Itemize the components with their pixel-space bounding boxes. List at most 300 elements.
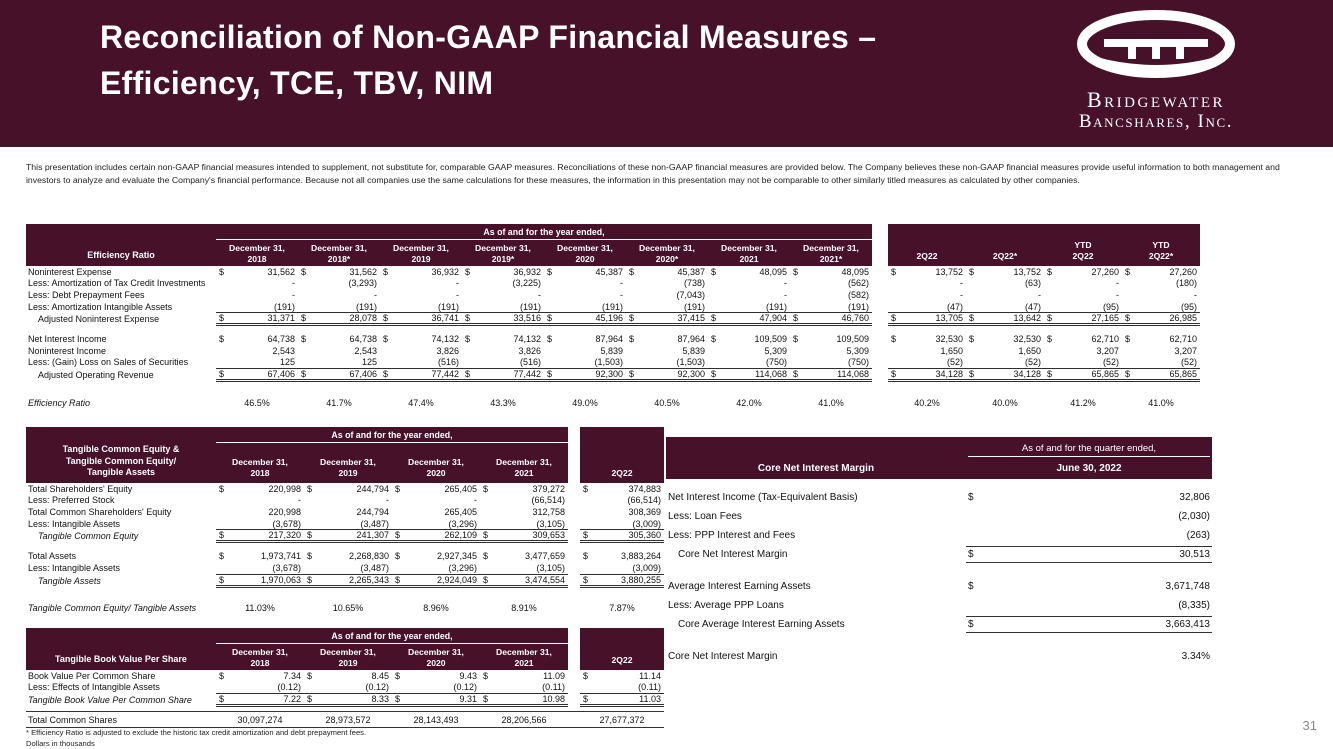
cell-value: (516): [519, 357, 541, 368]
cell-value: (3,105): [536, 518, 565, 529]
cell-value: 11.03%: [245, 603, 275, 614]
cell-value: 2,924,049: [436, 574, 477, 585]
table-cell: [1122, 397, 1200, 409]
row-label: Less: Preferred Stock: [28, 495, 115, 506]
cell-value: 10.98: [542, 694, 565, 705]
table-cell: [216, 345, 298, 357]
table-cell: [216, 312, 298, 326]
dollar-sign: $: [969, 369, 975, 380]
header-band: [0, 0, 1333, 147]
dollar-sign: $: [483, 483, 489, 494]
table-cell: [392, 495, 480, 507]
header-line: Tangible Common Equity &: [62, 443, 180, 454]
table-cell: [304, 495, 392, 507]
dollar-sign: $: [1047, 334, 1053, 345]
spacer-row: [26, 382, 1200, 397]
row-label: Total Assets: [28, 551, 77, 562]
dollar-sign: $: [483, 694, 489, 705]
column-header: [304, 644, 392, 673]
cell-value: 34,128: [1013, 369, 1041, 380]
cell-value: (3,296): [448, 518, 477, 529]
row-label: Less: Effects of Intangible Assets: [28, 682, 160, 693]
row-label: Net Interest Income: [28, 334, 107, 345]
header-line: 2019*: [491, 254, 515, 265]
cell-value: 48,095: [841, 266, 869, 277]
footnotes: [26, 727, 366, 749]
row-label: Adjusted Noninterest Expense: [38, 314, 160, 325]
dollar-sign: $: [969, 266, 975, 277]
cell-value: 64,738: [349, 334, 377, 345]
cell-value: (0.12): [453, 682, 477, 693]
cell-value: (52): [946, 357, 963, 368]
cell-value: 33,516: [513, 313, 541, 324]
cell-value: 125: [279, 357, 295, 368]
table-row: [26, 397, 1200, 409]
column-header: [392, 644, 480, 673]
cell-value: 65,865: [1091, 369, 1119, 380]
table-cell: [216, 682, 304, 694]
table-row: [26, 345, 1200, 357]
dollar-sign: $: [395, 670, 401, 681]
dollar-sign: $: [968, 581, 974, 592]
dollar-sign: $: [307, 574, 313, 585]
cell-value: (3,293): [348, 278, 377, 289]
cell-value: (191): [601, 301, 623, 312]
cell-value: -: [538, 289, 541, 300]
header-line: Tangible Common Equity/: [65, 455, 177, 466]
cell-value: 31,562: [267, 266, 295, 277]
cell-value: (750): [847, 357, 869, 368]
table-row: [26, 312, 1200, 326]
cell-value: -: [1038, 289, 1041, 300]
column-gap: [568, 670, 580, 682]
column-header: [298, 240, 380, 269]
spacer-row: [26, 326, 1200, 333]
cell-value: (3,678): [272, 562, 301, 573]
cell-value: -: [1116, 278, 1119, 289]
cell-value: (1,503): [594, 357, 623, 368]
row-label: Book Value Per Common Share: [28, 670, 156, 681]
table-cell: [216, 301, 298, 313]
cell-value: 62,710: [1169, 334, 1197, 345]
cell-value: (66,514): [531, 495, 565, 506]
table-row: [26, 574, 664, 588]
quarter-columns-header: [888, 224, 1200, 266]
corner-label: [26, 224, 216, 266]
cell-value: 47,904: [759, 313, 787, 324]
table-cell: [304, 603, 392, 615]
table-row: [26, 550, 664, 562]
amount-cell: [966, 651, 1212, 662]
cell-value: 41.0%: [1148, 397, 1174, 408]
table-row: [26, 603, 664, 615]
table-row: [666, 488, 1212, 507]
header-line: December 31,: [408, 647, 464, 657]
column-gap: [568, 495, 580, 507]
cell-value: (47): [1024, 301, 1041, 312]
table-row: [666, 647, 1212, 666]
table-cell: [216, 495, 304, 507]
table-cell: [380, 397, 462, 409]
column-gap: [568, 715, 580, 725]
cell-value: 77,442: [431, 369, 459, 380]
quarter-columns-header: [580, 628, 664, 670]
column-gap: [568, 529, 580, 543]
cell-value: 309,653: [532, 530, 565, 541]
cell-value: (52): [1180, 357, 1197, 368]
cell-value: 220,998: [268, 483, 301, 494]
table-cell: [392, 529, 480, 543]
cell-value: (95): [1102, 301, 1119, 312]
table-cell: [298, 345, 380, 357]
header-line: 2020*: [655, 254, 679, 265]
table-cell: [966, 333, 1044, 345]
table-cell: [304, 562, 392, 574]
cell-value: 48,095: [759, 266, 787, 277]
header-line: December 31,: [229, 243, 285, 253]
amount-cell: [966, 581, 1212, 592]
column-header: [216, 644, 304, 673]
dollar-sign: $: [583, 483, 589, 494]
cell-value: 1,970,063: [260, 574, 301, 585]
footnote-efficiency-adjustment: * Efficiency Ratio is adjusted to exclude the historic tax credit amortization and debt prepayment fees.: [26, 728, 367, 737]
cell-value: 265,405: [444, 506, 477, 517]
header-line: December 31,: [311, 243, 367, 253]
cell-value: 5,839: [682, 345, 705, 356]
table-cell: [708, 278, 790, 290]
cell-value: 11.09: [543, 670, 565, 681]
table-row: [26, 693, 664, 707]
dollar-sign: $: [465, 266, 471, 277]
cell-value: (3,678): [272, 518, 301, 529]
table-cell: [790, 266, 872, 278]
row-label: Less: Average PPP Loans: [668, 600, 784, 611]
company-logo: [1031, 6, 1281, 134]
cell-value: 42.0%: [736, 397, 762, 408]
header-line: 2021: [514, 658, 534, 669]
table-cell: [216, 518, 304, 530]
cell-value: -: [474, 495, 477, 506]
column-gap: [872, 345, 888, 357]
column-gap: [568, 506, 580, 518]
header-line: 2Q22: [611, 467, 633, 478]
table-cell: [392, 483, 480, 495]
column-gap: [568, 603, 580, 615]
core-net-interest-margin-table: [666, 437, 1212, 666]
table-cell: [462, 266, 544, 278]
cell-value: 40.5%: [654, 397, 680, 408]
cell-value: -: [1194, 289, 1197, 300]
header-line: Tangible Assets: [86, 467, 156, 478]
cell-value: (180): [1175, 278, 1197, 289]
table-cell: [966, 301, 1044, 313]
table-cell: [1044, 333, 1122, 345]
dollar-sign: $: [793, 266, 799, 277]
column-gap: [872, 278, 888, 290]
column-headers: [216, 240, 872, 269]
cell-value: 46.5%: [244, 397, 270, 408]
table-cell: [462, 357, 544, 369]
cell-value: 2,543: [272, 345, 295, 356]
table-cell: [580, 603, 664, 615]
table-cell: [380, 333, 462, 345]
cell-value: 26,985: [1169, 313, 1197, 324]
efficiency-ratio-table: [26, 224, 1200, 409]
cell-value: 40.2%: [914, 397, 940, 408]
cell-value: 2,268,830: [348, 551, 389, 562]
dollar-sign: $: [1125, 334, 1131, 345]
header-line: 2020: [575, 254, 595, 265]
cell-value: 312,758: [532, 506, 565, 517]
dollar-sign: $: [1047, 266, 1053, 277]
table-cell: [392, 574, 480, 588]
cell-value: (3,009): [632, 518, 661, 529]
cell-value: 13,752: [935, 266, 963, 277]
header-line: December 31,: [557, 243, 613, 253]
dollar-sign: $: [711, 334, 717, 345]
table-cell: [626, 333, 708, 345]
column-header: [1044, 237, 1122, 266]
cell-value: 34,128: [935, 369, 963, 380]
row-label: Total Common Shareholders' Equity: [28, 506, 172, 517]
cell-value: 1,650: [1018, 345, 1041, 356]
table-cell: [544, 266, 626, 278]
header-gap: [872, 224, 888, 266]
table-cell: [480, 603, 568, 615]
table-cell: [888, 312, 966, 326]
table-cell: [1044, 312, 1122, 326]
cell-value: 92,300: [595, 369, 623, 380]
column-gap: [872, 312, 888, 326]
header-line: December 31,: [232, 647, 288, 657]
table-cell: [380, 345, 462, 357]
column-gap: [568, 562, 580, 574]
cell-value: (3,487): [360, 518, 389, 529]
table-cell: [392, 715, 480, 725]
table-cell: [1122, 312, 1200, 326]
cell-value: 47.4%: [408, 397, 434, 408]
table-cell: [380, 312, 462, 326]
cell-value: 8.45: [371, 670, 389, 681]
table-cell: [216, 266, 298, 278]
row-label: Less: Debt Prepayment Fees: [28, 289, 145, 300]
table-cell: [580, 682, 664, 694]
table-cell: [966, 345, 1044, 357]
cell-value: (1,503): [676, 357, 705, 368]
dollar-sign: $: [483, 670, 489, 681]
cell-value: -: [292, 278, 295, 289]
table-row: [26, 278, 1200, 290]
cell-value: 13,752: [1013, 266, 1041, 277]
slide-title: [100, 14, 876, 107]
cell-value: 45,387: [595, 266, 623, 277]
table-row: [26, 266, 1200, 278]
table-row: [666, 615, 1212, 634]
dollar-sign: $: [629, 266, 635, 277]
cell-value: (52): [1024, 357, 1041, 368]
table-cell: [966, 368, 1044, 382]
table-cell: [216, 574, 304, 588]
cell-value: (0.11): [542, 682, 565, 693]
column-gap: [872, 266, 888, 278]
cell-value: 32,806: [1179, 492, 1210, 503]
table-cell: [380, 278, 462, 290]
table-cell: [626, 368, 708, 382]
row-label: Efficiency Ratio: [28, 397, 91, 408]
cell-value: 74,132: [513, 334, 541, 345]
header-line: December 31,: [320, 456, 376, 467]
cell-value: 125: [361, 357, 377, 368]
table-cell: [304, 506, 392, 518]
dollar-sign: $: [483, 574, 489, 585]
table-cell: [462, 333, 544, 345]
cell-value: 28,973,572: [325, 714, 371, 725]
disclaimer-text: This presentation includes certain non-GAAP financial measures intended to supplement, not substitute for, comparable GAAP measures. Reconciliations of these non-GAAP financial measures are provided below. The Company believes these non-GAAP financial measures provide useful information to both management and investors to analyze and evaluate the Company's financial performance. Because not all companies use the same calculations for these measures, the information in this presentation may not be comparable to other similarly titled measures as calculated by other companies.: [26, 162, 1280, 186]
header-line: 2018*: [327, 254, 351, 265]
cell-value: (738): [683, 278, 705, 289]
dollar-sign: $: [629, 369, 635, 380]
cell-value: 244,794: [356, 506, 389, 517]
header-line: December 31,: [475, 243, 531, 253]
table-cell: [626, 397, 708, 409]
header-line: 2021: [514, 467, 534, 478]
table-cell: [462, 368, 544, 382]
dollar-sign: $: [583, 670, 589, 681]
cell-value: (3,225): [512, 278, 541, 289]
table-row: [26, 529, 664, 543]
cell-value: 32,530: [935, 334, 963, 345]
table-cell: [380, 301, 462, 313]
table-cell: [888, 278, 966, 290]
table-cell: [216, 550, 304, 562]
table-cell: [216, 289, 298, 301]
table-row: [666, 507, 1212, 526]
table-cell: [216, 368, 298, 382]
cell-value: 217,320: [268, 530, 301, 541]
table-cell: [1044, 289, 1122, 301]
dollar-sign: $: [383, 313, 389, 324]
tangible-common-equity-table: [26, 427, 664, 614]
cell-value: 28,206,566: [501, 714, 547, 725]
table-cell: [216, 483, 304, 495]
cell-value: (3,296): [448, 562, 477, 573]
cell-value: 114,068: [837, 369, 869, 380]
dollar-sign: $: [583, 574, 589, 585]
table-cell: [380, 266, 462, 278]
column-gap: [872, 301, 888, 313]
dollar-sign: $: [307, 483, 313, 494]
cell-value: 3,474,554: [524, 574, 565, 585]
cell-value: -: [298, 495, 301, 506]
cell-value: 8.33: [371, 694, 389, 705]
header-line: December 31,: [496, 456, 552, 467]
dollar-sign: $: [547, 266, 553, 277]
table-cell: [304, 574, 392, 588]
year-header-right: [216, 427, 568, 483]
dollar-sign: $: [711, 313, 717, 324]
table-row: [26, 506, 664, 518]
table-cell: [216, 603, 304, 615]
cell-value: 5,839: [600, 345, 623, 356]
cell-value: 308,369: [628, 506, 661, 517]
cell-value: 41.0%: [818, 397, 844, 408]
row-label: Average Interest Earning Assets: [668, 581, 811, 592]
table-cell: [392, 603, 480, 615]
table-cell: [790, 397, 872, 409]
table-cell: [580, 715, 664, 725]
table-cell: [1044, 368, 1122, 382]
row-label: Tangible Common Equity: [38, 531, 139, 542]
row-label: Tangible Book Value Per Common Share: [28, 695, 192, 706]
cell-value: 220,998: [268, 506, 301, 517]
cell-value: 30,097,274: [237, 714, 283, 725]
table-cell: [380, 368, 462, 382]
cell-value: -: [1116, 289, 1119, 300]
cell-value: 87,964: [677, 334, 705, 345]
table-cell: [626, 345, 708, 357]
dollar-sign: $: [1125, 369, 1131, 380]
column-header: [790, 240, 872, 269]
table-cell: [216, 562, 304, 574]
dollar-sign: $: [395, 694, 401, 705]
dollar-sign: $: [307, 670, 313, 681]
dollar-sign: $: [629, 313, 635, 324]
dollar-sign: $: [301, 334, 307, 345]
table-cell: [626, 301, 708, 313]
cell-value: 32,530: [1013, 334, 1041, 345]
dollar-sign: $: [483, 551, 489, 562]
table-cell: [626, 289, 708, 301]
cell-value: 11.14: [639, 670, 661, 681]
cell-value: 3,207: [1096, 345, 1119, 356]
cell-value: 64,738: [267, 334, 295, 345]
column-header: [888, 248, 966, 266]
cell-value: -: [456, 278, 459, 289]
column-header: [708, 240, 790, 269]
cell-value: 8.96%: [423, 603, 449, 614]
table-cell: [462, 278, 544, 290]
table-cell: [708, 312, 790, 326]
cell-value: 3,880,255: [620, 574, 661, 585]
table-cell: [298, 368, 380, 382]
header-line: December 31,: [803, 243, 859, 253]
cell-value: -: [620, 278, 623, 289]
table-cell: [216, 278, 298, 290]
table-cell: [790, 345, 872, 357]
header-line: 2020: [426, 658, 446, 669]
dollar-sign: $: [219, 551, 225, 562]
table-row: [26, 495, 664, 507]
header-line: December 31,: [393, 243, 449, 253]
cell-value: 3,883,264: [620, 551, 661, 562]
table-cell: [966, 357, 1044, 369]
logo-company-name: Bridgewater: [1087, 87, 1225, 112]
header-line: December 31,: [721, 243, 777, 253]
column-header: [462, 240, 544, 269]
corner-label: [26, 427, 216, 483]
cell-value: 28,078: [349, 313, 377, 324]
dollar-sign: $: [395, 483, 401, 494]
table-cell: [966, 312, 1044, 326]
dollar-sign: $: [711, 369, 717, 380]
table-cell: [888, 345, 966, 357]
column-header: June 30, 2022: [1056, 463, 1122, 474]
cell-value: 2,927,345: [436, 551, 477, 562]
column-gap: [568, 518, 580, 530]
row-label: Less: Amortization Intangible Assets: [28, 301, 173, 312]
table-cell: [298, 266, 380, 278]
table-cell: [544, 368, 626, 382]
